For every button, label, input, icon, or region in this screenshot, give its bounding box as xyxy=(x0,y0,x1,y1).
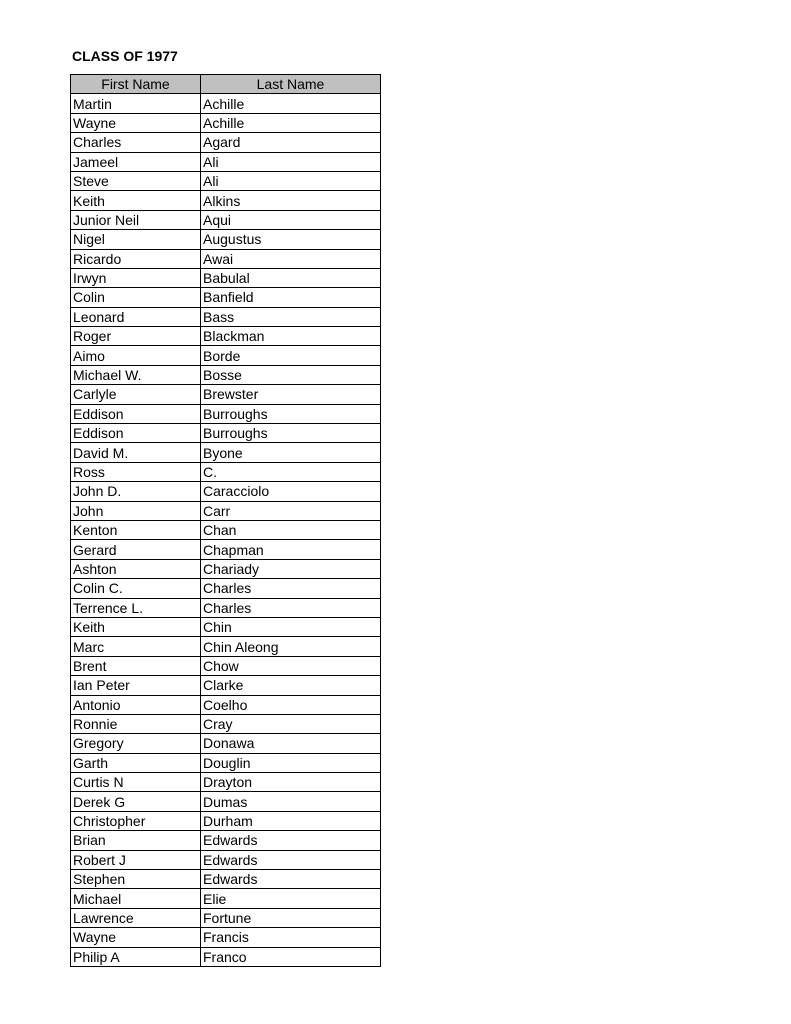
last-name-cell: Francis xyxy=(201,928,381,947)
last-name-cell: Augustus xyxy=(201,230,381,249)
first-name-cell: Keith xyxy=(71,617,201,636)
last-name-cell: Cray xyxy=(201,714,381,733)
table-row xyxy=(71,501,381,520)
table-row xyxy=(71,831,381,850)
roster-body xyxy=(71,94,381,967)
table-row xyxy=(71,482,381,501)
first-name-cell: Leonard xyxy=(71,307,201,326)
table-row xyxy=(71,365,381,384)
last-name-cell: Aqui xyxy=(201,210,381,229)
first-name-cell: Terrence L. xyxy=(71,598,201,617)
table-row xyxy=(71,152,381,171)
last-name-cell: Burroughs xyxy=(201,424,381,443)
table-row xyxy=(71,424,381,443)
last-name-cell: Franco xyxy=(201,947,381,966)
first-name-cell: Gregory xyxy=(71,734,201,753)
table-row xyxy=(71,249,381,268)
table-row xyxy=(71,462,381,481)
table-row xyxy=(71,540,381,559)
first-name-cell: Philip A xyxy=(71,947,201,966)
table-row xyxy=(71,171,381,190)
last-name-cell: Edwards xyxy=(201,831,381,850)
table-row xyxy=(71,908,381,927)
first-name-cell: Ian Peter xyxy=(71,676,201,695)
table-row xyxy=(71,753,381,772)
last-name-cell: Drayton xyxy=(201,773,381,792)
last-name-cell: Babulal xyxy=(201,268,381,287)
last-name-cell: Durham xyxy=(201,811,381,830)
table-row xyxy=(71,928,381,947)
table-row xyxy=(71,656,381,675)
table-row xyxy=(71,191,381,210)
first-name-cell: Garth xyxy=(71,753,201,772)
table-row xyxy=(71,947,381,966)
table-row xyxy=(71,230,381,249)
first-name-cell: Jameel xyxy=(71,152,201,171)
table-row xyxy=(71,404,381,423)
table-row xyxy=(71,811,381,830)
first-name-cell: Colin C. xyxy=(71,579,201,598)
first-name-cell: Christopher xyxy=(71,811,201,830)
last-name-cell: Byone xyxy=(201,443,381,462)
table-row xyxy=(71,792,381,811)
table-row xyxy=(71,268,381,287)
table-row xyxy=(71,676,381,695)
last-name-cell: Carr xyxy=(201,501,381,520)
last-name-cell: Agard xyxy=(201,133,381,152)
last-name-header: Last Name xyxy=(201,75,381,94)
last-name-cell: Bosse xyxy=(201,365,381,384)
first-name-cell: Ronnie xyxy=(71,714,201,733)
last-name-cell: Charles xyxy=(201,598,381,617)
table-row xyxy=(71,598,381,617)
last-name-cell: Fortune xyxy=(201,908,381,927)
last-name-cell: Alkins xyxy=(201,191,381,210)
first-name-cell: Colin xyxy=(71,288,201,307)
table-row xyxy=(71,210,381,229)
last-name-cell: Achille xyxy=(201,94,381,113)
first-name-cell: Gerard xyxy=(71,540,201,559)
first-name-cell: Wayne xyxy=(71,928,201,947)
last-name-cell: Dumas xyxy=(201,792,381,811)
first-name-cell: Ross xyxy=(71,462,201,481)
first-name-cell: Michael W. xyxy=(71,365,201,384)
first-name-cell: Derek G xyxy=(71,792,201,811)
first-name-cell: Steve xyxy=(71,171,201,190)
table-row xyxy=(71,307,381,326)
table-row xyxy=(71,889,381,908)
last-name-cell: Blackman xyxy=(201,327,381,346)
first-name-cell: Marc xyxy=(71,637,201,656)
first-name-cell: Stephen xyxy=(71,870,201,889)
first-name-header: First Name xyxy=(71,75,201,94)
first-name-cell: Nigel xyxy=(71,230,201,249)
table-row xyxy=(71,850,381,869)
first-name-cell: Ricardo xyxy=(71,249,201,268)
first-name-cell: Brian xyxy=(71,831,201,850)
last-name-cell: C. xyxy=(201,462,381,481)
last-name-cell: Awai xyxy=(201,249,381,268)
first-name-cell: Aimo xyxy=(71,346,201,365)
first-name-cell: Carlyle xyxy=(71,385,201,404)
last-name-cell: Caracciolo xyxy=(201,482,381,501)
table-row xyxy=(71,559,381,578)
last-name-cell: Chin Aleong xyxy=(201,637,381,656)
last-name-cell: Chapman xyxy=(201,540,381,559)
last-name-cell: Chan xyxy=(201,520,381,539)
table-row xyxy=(71,695,381,714)
last-name-cell: Elie xyxy=(201,889,381,908)
first-name-cell: Junior Neil xyxy=(71,210,201,229)
table-header-row xyxy=(71,75,381,94)
table-row xyxy=(71,734,381,753)
last-name-cell: Chow xyxy=(201,656,381,675)
roster-table xyxy=(70,74,381,967)
last-name-cell: Edwards xyxy=(201,870,381,889)
last-name-cell: Coelho xyxy=(201,695,381,714)
first-name-cell: Eddison xyxy=(71,424,201,443)
table-row xyxy=(71,520,381,539)
table-row xyxy=(71,637,381,656)
first-name-cell: Wayne xyxy=(71,113,201,132)
last-name-cell: Bass xyxy=(201,307,381,326)
last-name-cell: Borde xyxy=(201,346,381,365)
table-row xyxy=(71,385,381,404)
first-name-cell: Brent xyxy=(71,656,201,675)
first-name-cell: Michael xyxy=(71,889,201,908)
page-title: CLASS OF 1977 xyxy=(72,48,178,64)
table-row xyxy=(71,113,381,132)
first-name-cell: Robert J xyxy=(71,850,201,869)
first-name-cell: David M. xyxy=(71,443,201,462)
last-name-cell: Burroughs xyxy=(201,404,381,423)
first-name-cell: Antonio xyxy=(71,695,201,714)
last-name-cell: Achille xyxy=(201,113,381,132)
first-name-cell: John xyxy=(71,501,201,520)
table-row xyxy=(71,133,381,152)
last-name-cell: Douglin xyxy=(201,753,381,772)
last-name-cell: Ali xyxy=(201,152,381,171)
first-name-cell: Keith xyxy=(71,191,201,210)
last-name-cell: Donawa xyxy=(201,734,381,753)
table-row xyxy=(71,346,381,365)
table-row xyxy=(71,714,381,733)
table-row xyxy=(71,327,381,346)
table-row xyxy=(71,773,381,792)
last-name-cell: Banfield xyxy=(201,288,381,307)
last-name-cell: Chariady xyxy=(201,559,381,578)
first-name-cell: Eddison xyxy=(71,404,201,423)
first-name-cell: Kenton xyxy=(71,520,201,539)
table-row xyxy=(71,288,381,307)
first-name-cell: Curtis N xyxy=(71,773,201,792)
last-name-cell: Charles xyxy=(201,579,381,598)
table-row xyxy=(71,94,381,113)
last-name-cell: Edwards xyxy=(201,850,381,869)
table-row xyxy=(71,870,381,889)
last-name-cell: Chin xyxy=(201,617,381,636)
first-name-cell: John D. xyxy=(71,482,201,501)
table-row xyxy=(71,579,381,598)
last-name-cell: Clarke xyxy=(201,676,381,695)
first-name-cell: Ashton xyxy=(71,559,201,578)
first-name-cell: Charles xyxy=(71,133,201,152)
first-name-cell: Roger xyxy=(71,327,201,346)
table-row xyxy=(71,443,381,462)
table-row xyxy=(71,617,381,636)
first-name-cell: Lawrence xyxy=(71,908,201,927)
first-name-cell: Martin xyxy=(71,94,201,113)
first-name-cell: Irwyn xyxy=(71,268,201,287)
last-name-cell: Brewster xyxy=(201,385,381,404)
last-name-cell: Ali xyxy=(201,171,381,190)
